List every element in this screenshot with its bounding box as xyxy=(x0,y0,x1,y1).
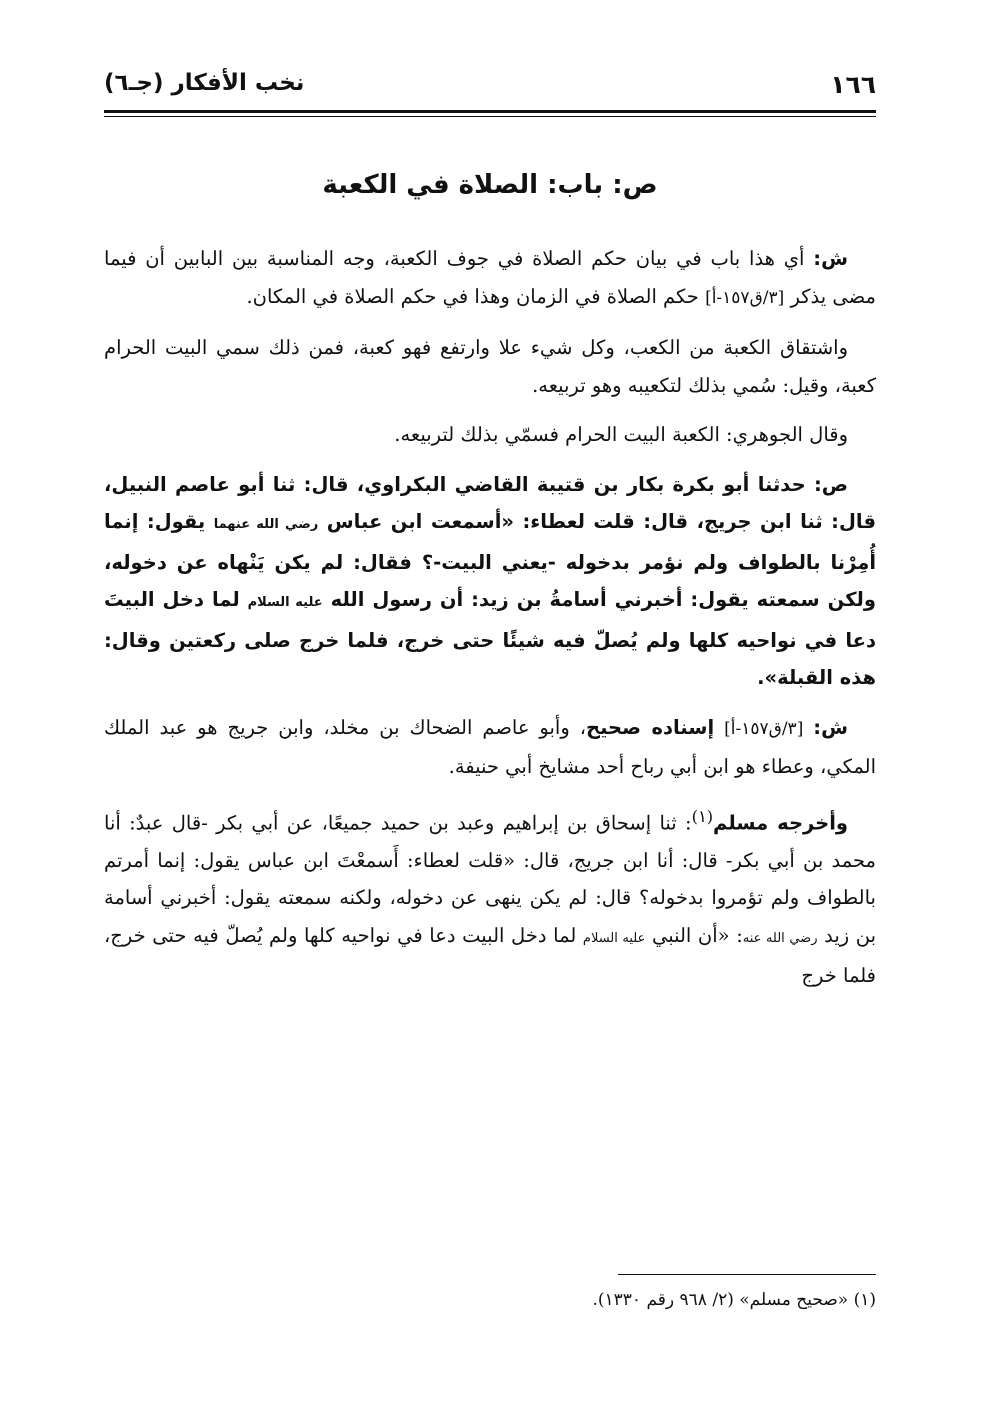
paragraph-text: أي هذا باب في بيان حكم الصلاة في جوف الكعبة، وجه المناسبة بين البابين أن فيما مضى يذكر xyxy=(104,247,876,308)
bold-phrase: وأخرجه مسلم xyxy=(713,811,848,834)
book-page xyxy=(104,70,876,1370)
paragraph-5 xyxy=(104,709,876,786)
footnote: (١) «صحيح مسلم» (٢/ ٩٦٨ رقم ١٣٣٠). xyxy=(592,1290,876,1310)
honorific-glyph: عليه السلام xyxy=(582,930,646,946)
sharh-marker: ش: xyxy=(813,247,848,270)
paragraph-text: واشتقاق الكعبة من الكعب، وكل شيء علا وارتفع فهو كعبة، فمن ذلك سمي البيت الحرام كعبة، وقيل: سُمي بذلك لتكعيبه وهو تربيعه. xyxy=(104,336,876,397)
manuscript-ref: [٣/ق١٥٧-أ] xyxy=(705,287,785,308)
paragraph-text: حكم الصلاة في الزمان وهذا في حكم الصلاة في المكان. xyxy=(246,284,706,308)
paragraph-3 xyxy=(104,416,876,454)
chapter-title: ص: باب: الصلاة في الكعبة xyxy=(322,170,658,200)
paragraph-6 xyxy=(104,798,876,995)
footnote-mark[interactable]: (١) xyxy=(691,806,714,826)
footnote-rule xyxy=(618,1274,876,1275)
paragraph-text: يقول: إنما أُمِرْنا بالطواف ولم نؤمر بدخوله -يعني البيت-؟ فقال: لم يكن يَنْهاه عن دخوله، ولكن سمعته يقول: أخبرني أسامةُ بن زيد: أن رسول الله xyxy=(104,510,877,611)
body-text xyxy=(104,240,876,1007)
bold-phrase: إسناده صحيح xyxy=(586,715,715,739)
sharh-marker: ش: xyxy=(813,715,849,739)
paragraph-text: وقال الجوهري: الكعبة البيت الحرام فسمّي بذلك لتربيعه. xyxy=(394,423,848,446)
header-rule-thick xyxy=(104,110,876,113)
manuscript-ref: [٣/ق١٥٧-أ] xyxy=(724,718,804,739)
header-rule-thin xyxy=(104,116,876,117)
paragraph-text: ، وأبو عاصم الضحاك بن مخلد، وابن جريج هو عبد الملك المكي، وعطاء هو ابن أبي رباح أحد مشايخ أبي حنيفة. xyxy=(104,715,876,778)
page-number: ١٦٦ xyxy=(830,70,876,99)
honorific-glyph: عليه السلام xyxy=(247,595,323,610)
paragraph-2 xyxy=(104,329,876,404)
paragraph-text: : ثنا إسحاق بن إبراهيم وعبد بن حميد جميعًا، عن أبي بكر -قال عبدٌ: أنا محمد بن أبي بكر- قال: أنا ابن جريج، قال: «قلت لعطاء: أَسمعْتَ ابن عباس يقول: إنما أمرتم بالطواف ولم تؤمروا بدخوله؟ قال: لم يكن ينهى عن دخوله، ولكنه سمعته يقول: أخبرني أسامة بن زيد xyxy=(104,811,877,947)
paragraph-text: لما دخل البيتَ دعا في نواحيه كلها ولم يُصلّ فيه شيئًا حتى خرج، فلما خرج صلى ركعتين وقال: هذه القبلة». xyxy=(104,588,876,689)
paragraph-text: حدثنا أبو بكرة بكار بن قتيبة القاضي البكراوي، قال: ثنا أبو عاصم النبيل، قال: ثنا ابن جريج، قال: قلت لعطاء: «أسمعت ابن عباس xyxy=(104,472,876,533)
honorific-glyph: رضي الله عنه xyxy=(742,930,818,946)
page-header xyxy=(104,70,876,106)
paragraph-text: لما دخل البيت دعا في نواحيه كلها ولم يُصلّ فيه حتى خرج، فلما خرج xyxy=(104,923,876,987)
running-title: نخب الأفكار (جـ٦) xyxy=(104,70,305,96)
paragraph-1 xyxy=(104,240,876,317)
honorific-glyph: رضي الله عنهما xyxy=(213,517,319,532)
paragraph-text: : «أن النبي xyxy=(645,923,743,947)
matn-marker: ص: xyxy=(813,472,848,496)
paragraph-4-hadith xyxy=(104,466,876,697)
